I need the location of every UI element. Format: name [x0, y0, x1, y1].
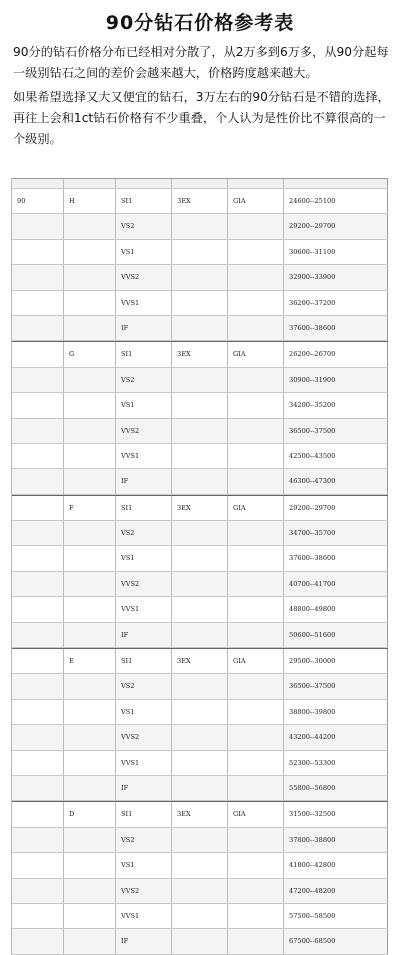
clarity-cell: SI1: [116, 802, 172, 826]
cert-cell: [228, 929, 284, 953]
price-cell: 42500--43500: [284, 444, 388, 468]
table-row: [12, 189, 388, 214]
price-table: [11, 178, 388, 955]
table-row: [12, 240, 388, 265]
carat-cell: [12, 342, 64, 366]
price-cell: 32900--33900: [284, 265, 388, 289]
cut-cell: [172, 368, 228, 392]
table-row: [12, 572, 388, 597]
cert-cell: [228, 444, 284, 468]
price-cell: 24600--25100: [284, 189, 388, 213]
price-cell: 37600--38600: [284, 316, 388, 340]
intro-paragraph: 90分的钻石价格分布已经相对分散了，从2万多到6万多，从90分起每一级别钻石之间的差价会越来越大，价格跨度越来越大。: [13, 45, 389, 80]
carat-cell: [12, 469, 64, 493]
clarity-cell: IF: [116, 623, 172, 647]
color-cell: [64, 469, 116, 493]
cert-cell: [228, 469, 284, 493]
table-row: [12, 674, 388, 699]
price-cell: 46300--47300: [284, 469, 388, 493]
clarity-cell: SI1: [116, 496, 172, 520]
carat-cell: [12, 496, 64, 520]
table-row: [12, 828, 388, 853]
cert-cell: [228, 316, 284, 340]
color-cell: [64, 572, 116, 596]
cert-cell: GIA: [228, 189, 284, 213]
color-cell: [64, 521, 116, 545]
price-cell: 55800--56800: [284, 776, 388, 800]
color-cell: E: [64, 649, 116, 673]
table-row: [12, 341, 388, 367]
clarity-cell: VS1: [116, 700, 172, 724]
color-cell: [64, 879, 116, 903]
cut-cell: [172, 316, 228, 340]
color-cell: [64, 393, 116, 417]
cut-cell: [172, 776, 228, 800]
table-row: [12, 316, 388, 341]
carat-cell: [12, 802, 64, 826]
clarity-cell: VS2: [116, 214, 172, 238]
clarity-cell: VVS2: [116, 572, 172, 596]
table-row: [12, 444, 388, 469]
table-row: [12, 904, 388, 929]
color-cell: D: [64, 802, 116, 826]
cut-cell: [172, 828, 228, 852]
cut-cell: [172, 214, 228, 238]
carat-cell: [12, 572, 64, 596]
clarity-cell: VVS2: [116, 419, 172, 443]
price-cell: 36200--37200: [284, 291, 388, 315]
color-cell: [64, 828, 116, 852]
header-cell: [64, 179, 116, 188]
table-row: [12, 214, 388, 239]
color-cell: [64, 291, 116, 315]
table-row: [12, 469, 388, 494]
cut-cell: [172, 419, 228, 443]
cert-cell: [228, 828, 284, 852]
price-cell: 30900--31900: [284, 368, 388, 392]
cert-cell: [228, 291, 284, 315]
header-cell: [172, 179, 228, 188]
carat-cell: [12, 240, 64, 264]
price-cell: 36500--37500: [284, 674, 388, 698]
color-cell: [64, 444, 116, 468]
price-cell: 26200--26700: [284, 342, 388, 366]
cut-cell: 3EX: [172, 496, 228, 520]
price-cell: 40700--41700: [284, 572, 388, 596]
cut-cell: [172, 725, 228, 749]
price-cell: 43200--44200: [284, 725, 388, 749]
clarity-cell: VS1: [116, 853, 172, 877]
table-row: [12, 393, 388, 418]
price-cell: 57500--58500: [284, 904, 388, 928]
cert-cell: [228, 419, 284, 443]
color-cell: [64, 368, 116, 392]
cut-cell: [172, 469, 228, 493]
clarity-cell: VVS2: [116, 265, 172, 289]
clarity-cell: VS1: [116, 546, 172, 570]
clarity-cell: VS2: [116, 521, 172, 545]
cut-cell: 3EX: [172, 189, 228, 213]
cert-cell: GIA: [228, 649, 284, 673]
cert-cell: [228, 725, 284, 749]
page-title: 90分钻石价格参考表: [105, 12, 295, 34]
cert-cell: [228, 700, 284, 724]
carat-cell: [12, 776, 64, 800]
color-cell: [64, 776, 116, 800]
carat-cell: [12, 828, 64, 852]
carat-cell: [12, 419, 64, 443]
color-cell: H: [64, 189, 116, 213]
cert-cell: [228, 240, 284, 264]
price-cell: 29200--29700: [284, 214, 388, 238]
table-row: [12, 700, 388, 725]
clarity-cell: VS2: [116, 368, 172, 392]
cert-cell: [228, 597, 284, 621]
cut-cell: [172, 444, 228, 468]
cert-cell: [228, 521, 284, 545]
color-cell: [64, 265, 116, 289]
table-row: [12, 801, 388, 827]
color-cell: [64, 546, 116, 570]
table-row: [12, 495, 388, 521]
table-row: [12, 853, 388, 878]
cert-cell: [228, 368, 284, 392]
cut-cell: [172, 597, 228, 621]
clarity-cell: IF: [116, 929, 172, 953]
cut-cell: [172, 572, 228, 596]
clarity-cell: VVS2: [116, 725, 172, 749]
cut-cell: 3EX: [172, 802, 228, 826]
clarity-cell: VVS1: [116, 444, 172, 468]
carat-cell: [12, 368, 64, 392]
clarity-cell: SI1: [116, 342, 172, 366]
table-row: [12, 623, 388, 648]
price-cell: 29500--30000: [284, 649, 388, 673]
cert-cell: [228, 572, 284, 596]
cut-cell: 3EX: [172, 649, 228, 673]
carat-cell: [12, 623, 64, 647]
clarity-cell: VVS1: [116, 751, 172, 775]
carat-cell: [12, 700, 64, 724]
color-cell: [64, 700, 116, 724]
cut-cell: [172, 291, 228, 315]
price-cell: 30600--31100: [284, 240, 388, 264]
price-cell: 41800--42800: [284, 853, 388, 877]
color-cell: [64, 751, 116, 775]
clarity-cell: VS2: [116, 674, 172, 698]
cut-cell: [172, 521, 228, 545]
carat-cell: [12, 265, 64, 289]
table-header-row: [12, 179, 388, 189]
carat-cell: [12, 393, 64, 417]
clarity-cell: VS2: [116, 828, 172, 852]
color-cell: F: [64, 496, 116, 520]
carat-cell: [12, 214, 64, 238]
carat-cell: [12, 291, 64, 315]
carat-cell: [12, 904, 64, 928]
header-cell: [284, 179, 388, 188]
cert-cell: [228, 623, 284, 647]
carat-cell: [12, 929, 64, 953]
cert-cell: GIA: [228, 496, 284, 520]
cert-cell: [228, 904, 284, 928]
price-cell: 34700--35700: [284, 521, 388, 545]
price-cell: 50600--51600: [284, 623, 388, 647]
table-row: [12, 265, 388, 290]
clarity-cell: VVS1: [116, 904, 172, 928]
carat-cell: [12, 879, 64, 903]
clarity-cell: SI1: [116, 189, 172, 213]
price-cell: 37800--38800: [284, 828, 388, 852]
table-row: [12, 597, 388, 622]
cut-cell: [172, 393, 228, 417]
header-cell: [116, 179, 172, 188]
clarity-cell: VVS1: [116, 597, 172, 621]
clarity-cell: VS1: [116, 240, 172, 264]
color-cell: [64, 725, 116, 749]
header-cell: [12, 179, 64, 188]
color-cell: [64, 240, 116, 264]
carat-cell: [12, 649, 64, 673]
cut-cell: [172, 700, 228, 724]
cut-cell: [172, 674, 228, 698]
cut-cell: 3EX: [172, 342, 228, 366]
carat-cell: [12, 546, 64, 570]
table-row: [12, 648, 388, 674]
cert-cell: [228, 214, 284, 238]
price-cell: 29200--29700: [284, 496, 388, 520]
carat-cell: [12, 751, 64, 775]
clarity-cell: IF: [116, 316, 172, 340]
price-cell: 48800--49800: [284, 597, 388, 621]
carat-cell: [12, 444, 64, 468]
cert-cell: [228, 776, 284, 800]
clarity-cell: IF: [116, 776, 172, 800]
price-cell: 31500--32500: [284, 802, 388, 826]
cut-cell: [172, 751, 228, 775]
color-cell: [64, 419, 116, 443]
cut-cell: [172, 853, 228, 877]
cut-cell: [172, 265, 228, 289]
color-cell: [64, 904, 116, 928]
cert-cell: [228, 751, 284, 775]
price-cell: 36500--37500: [284, 419, 388, 443]
cert-cell: [228, 674, 284, 698]
table-row: [12, 879, 388, 904]
price-cell: 52300--53300: [284, 751, 388, 775]
carat-cell: [12, 725, 64, 749]
table-row: [12, 419, 388, 444]
cert-cell: GIA: [228, 342, 284, 366]
color-cell: G: [64, 342, 116, 366]
color-cell: [64, 853, 116, 877]
clarity-cell: VS1: [116, 393, 172, 417]
cut-cell: [172, 879, 228, 903]
cut-cell: [172, 240, 228, 264]
carat-cell: [12, 853, 64, 877]
color-cell: [64, 674, 116, 698]
cut-cell: [172, 546, 228, 570]
price-cell: 37600--38600: [284, 546, 388, 570]
header-cell: [228, 179, 284, 188]
table-row: [12, 776, 388, 801]
cut-cell: [172, 623, 228, 647]
clarity-cell: SI1: [116, 649, 172, 673]
price-cell: 67500--68500: [284, 929, 388, 953]
table-row: [12, 751, 388, 776]
carat-cell: [12, 521, 64, 545]
cut-cell: [172, 904, 228, 928]
color-cell: [64, 316, 116, 340]
price-cell: 38800--39800: [284, 700, 388, 724]
color-cell: [64, 623, 116, 647]
table-row: [12, 546, 388, 571]
table-row: [12, 521, 388, 546]
advice-paragraph: 如果希望选择又大又便宜的钻石，3万左右的90分钻石是不错的选择，再往上会和1ct钻石价格有不少重叠，个人认为是性价比不算很高的一个级别。: [13, 90, 390, 146]
carat-cell: [12, 597, 64, 621]
carat-cell: [12, 316, 64, 340]
table-row: [12, 725, 388, 750]
cut-cell: [172, 929, 228, 953]
price-cell: 34200--35200: [284, 393, 388, 417]
table-row: [12, 291, 388, 316]
cert-cell: [228, 853, 284, 877]
color-cell: [64, 929, 116, 953]
cert-cell: [228, 265, 284, 289]
cert-cell: [228, 879, 284, 903]
price-cell: 47200--48200: [284, 879, 388, 903]
carat-cell: [12, 674, 64, 698]
cert-cell: GIA: [228, 802, 284, 826]
table-row: [12, 929, 388, 954]
table-row: [12, 368, 388, 393]
color-cell: [64, 214, 116, 238]
color-cell: [64, 597, 116, 621]
clarity-cell: IF: [116, 469, 172, 493]
clarity-cell: VVS1: [116, 291, 172, 315]
clarity-cell: VVS2: [116, 879, 172, 903]
cert-cell: [228, 546, 284, 570]
carat-cell: 90: [12, 189, 64, 213]
cert-cell: [228, 393, 284, 417]
